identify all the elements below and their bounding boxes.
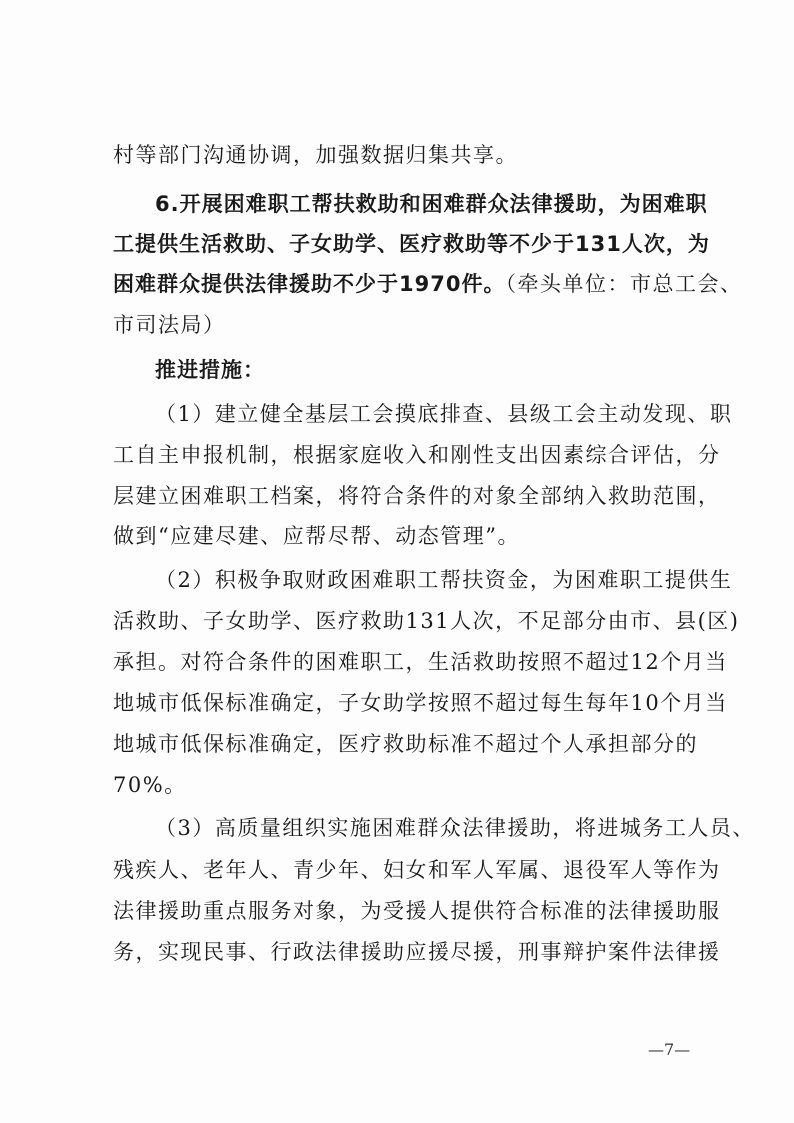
text-line: （2）积极争取财政困难职工帮扶资金，为困难职工提供生 — [155, 568, 733, 592]
text-line: 承担。对符合条件的困难职工，生活救助按照不超过12个月当 — [113, 650, 728, 674]
page-number: —7— — [648, 1040, 691, 1059]
lead-unit-text: （牵头单位：市总工会、 — [505, 272, 743, 296]
text-line: 村等部门沟通协调，加强数据归集共享。 — [113, 143, 518, 167]
section-heading-text: 困难群众提供法律援助不少于1970件。 — [113, 272, 506, 296]
text-line: 活救助、子女助学、医疗救助131人次，不足部分由市、县(区) — [113, 609, 740, 633]
text-line: 做到“应建尽建、应帮尽帮、动态管理”。 — [113, 524, 520, 548]
text-line: 地城市低保标准确定，子女助学按照不超过每生每年10个月当 — [113, 691, 728, 715]
text-line: 地城市低保标准确定，医疗救助标准不超过个人承担部分的 — [113, 732, 698, 756]
section-heading-line — [113, 270, 742, 298]
section-heading-line: 6.开展困难职工帮扶救助和困难群众法律援助，为困难职 — [155, 192, 708, 216]
text-line: 法律援助重点服务对象，为受援人提供符合标准的法律援助服 — [113, 899, 721, 923]
text-line: 70%。 — [113, 773, 187, 797]
section-heading-line: 工提供生活救助、子女助学、医疗救助等不少于131人次，为 — [113, 232, 710, 256]
text-line: （3）高质量组织实施困难群众法律援助，将进城务工人员、 — [155, 816, 755, 840]
text-line: 市司法局） — [113, 313, 226, 337]
text-line: 残疾人、老年人、青少年、妇女和军人军属、退役军人等作为 — [113, 858, 721, 882]
text-line: （1）建立健全基层工会摸底排查、县级工会主动发现、职 — [155, 402, 733, 426]
measures-heading: 推进措施： — [155, 358, 265, 382]
text-line: 务，实现民事、行政法律援助应援尽援，刑事辩护案件法律援 — [113, 940, 721, 964]
text-line: 层建立困难职工档案，将符合条件的对象全部纳入救助范围， — [113, 484, 721, 508]
text-line: 工自主申报机制，根据家庭收入和刚性支出因素综合评估，分 — [113, 443, 721, 467]
